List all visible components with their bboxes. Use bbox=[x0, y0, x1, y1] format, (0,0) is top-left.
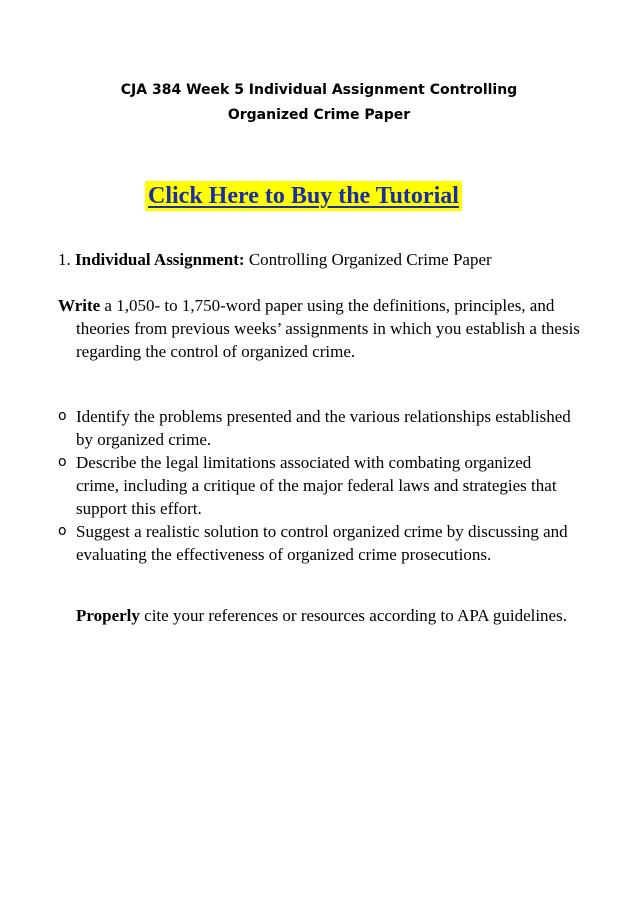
requirements-list bbox=[58, 405, 578, 566]
bullet-text: Describe the legal limitations associated with combating organized crime, including a critique of the major federal laws and strategies that support this effort. bbox=[76, 453, 557, 518]
write-paragraph bbox=[58, 294, 596, 363]
bullet-marker: o bbox=[58, 408, 67, 424]
write-bold: Write bbox=[58, 296, 101, 315]
list-item bbox=[58, 520, 578, 566]
title-line-2: Organized Crime Paper bbox=[227, 107, 411, 123]
bullet-text: Identify the problems presented and the various relationships established by organized crime. bbox=[76, 407, 571, 449]
bullet-marker: o bbox=[58, 523, 67, 539]
cite-bold: Properly bbox=[76, 606, 140, 625]
list-item bbox=[58, 451, 578, 520]
write-text: a 1,050- to 1,750-word paper using the definitions, principles, and theories from previous weeks’ assignments in which you establish a thesis regarding the control of organized crime. bbox=[76, 296, 580, 361]
item-label: Individual Assignment: bbox=[75, 250, 245, 269]
title-line-1: CJA 384 Week 5 Individual Assignment Controlling bbox=[120, 82, 518, 98]
assignment-heading bbox=[58, 248, 598, 271]
bullet-marker: o bbox=[58, 454, 67, 470]
bullet-text: Suggest a realistic solution to control organized crime by discussing and evaluating the effectiveness of organized crime prosecutions. bbox=[76, 522, 568, 564]
item-text: Controlling Organized Crime Paper bbox=[248, 250, 492, 269]
cite-text: cite your references or resources according to APA guidelines. bbox=[144, 606, 567, 625]
document-title bbox=[40, 78, 598, 128]
citation-paragraph bbox=[76, 604, 576, 627]
buy-tutorial-link[interactable]: Click Here to Buy the Tutorial bbox=[145, 181, 462, 211]
item-number: 1. bbox=[58, 250, 71, 269]
list-item bbox=[58, 405, 578, 451]
